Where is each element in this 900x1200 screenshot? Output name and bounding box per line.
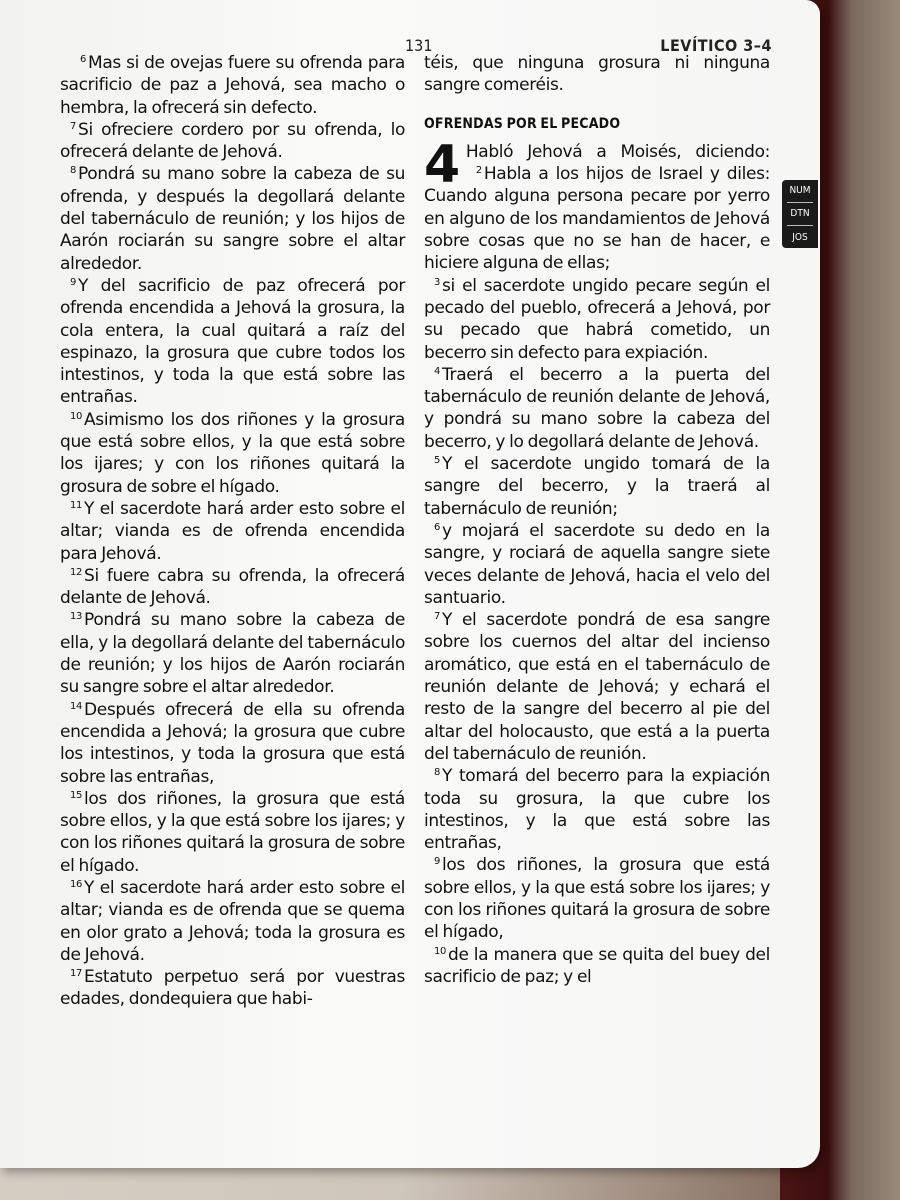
verse xyxy=(60,966,405,1011)
verse-continuation: téis, que ninguna grosura ni ninguna sangre comeréis. xyxy=(424,53,770,96)
right-column xyxy=(424,52,770,988)
verse-number: 9 xyxy=(434,856,441,868)
verse-text: Estatuto perpetuo será por vuestras edades, dondequiera que habi- xyxy=(60,967,405,1010)
verse-number: 7 xyxy=(434,611,441,623)
verse xyxy=(60,565,405,610)
verse-text: Pondrá su mano sobre la cabeza de ella, y la degollará delante del tabernáculo de reunión; y los hijos de Aarón rociarán su sangre sobre el altar alrededor. xyxy=(60,610,405,698)
verse-text: si el sacerdote ungido pecare según el pecado del pueblo, ofrecerá a Jehová, por su pecado que habrá cometido, un becerro sin defecto para expiación. xyxy=(424,275,770,363)
thumb-tab-divider xyxy=(787,202,813,203)
verse xyxy=(60,409,405,498)
chapter-number: 4 xyxy=(424,134,460,195)
verse xyxy=(60,52,405,119)
verse xyxy=(424,765,770,854)
running-head: LEVÍTICO 3–4 xyxy=(660,36,772,55)
verse-number: 17 xyxy=(70,968,83,980)
verse-number: 4 xyxy=(434,365,441,377)
verse-number: 7 xyxy=(70,120,77,132)
verse-text: y mojará el sacerdote su dedo en la sangre, y rociará de aquella sangre siete veces delante de Jehová, hacia el velo del santuario. xyxy=(424,520,770,608)
left-column xyxy=(60,52,405,1011)
verse-number: 12 xyxy=(70,566,83,578)
verse xyxy=(60,119,405,164)
verse xyxy=(60,609,405,698)
verse-number: 13 xyxy=(70,611,83,623)
verse-text: Mas si de ovejas fuere su ofrenda para sacrificio de paz a Jehová, sea macho o hembra, la ofrecerá sin defecto. xyxy=(60,53,405,118)
verse-text: Habla a los hijos de Israel y diles: Cuando alguna persona pecare por yerro en alguno de los mandamientos de Jehová sobre cosas que no se han de hacer, e hiciere alguna de ellas; xyxy=(424,164,770,274)
verse xyxy=(60,163,405,274)
verse-text: Asimismo los dos riñones y la grosura que está sobre ellos, y la que está sobre los ijares; y con los riñones quitará la grosura de sobre el hígado. xyxy=(60,409,405,497)
verse-text: Si fuere cabra su ofrenda, la ofrecerá delante de Jehová. xyxy=(60,565,405,609)
verse xyxy=(60,275,405,409)
verse-number: 3 xyxy=(434,276,441,288)
verse-text: Y tomará del becerro para la expiación toda su grosura, la que cubre los intestinos, y la que está sobre las entrañas, xyxy=(424,766,770,854)
verse-number: 16 xyxy=(70,878,83,890)
verse-text: Y el sacerdote hará arder esto sobre el altar; vianda es de ofrenda que se quema en olor grato a Jehová; toda la grosura es de Jehová. xyxy=(60,877,405,965)
thumb-tab-label: DTN xyxy=(790,208,810,220)
verse xyxy=(424,944,770,989)
verse-number: 6 xyxy=(434,521,441,533)
chapter-opening xyxy=(424,134,770,275)
verse-text: los dos riñones, la grosura que está sobre ellos, y la que está sobre los ijares; y con los riñones quitará la grosura de sobre el hígado. xyxy=(60,788,405,876)
verse xyxy=(60,699,405,788)
verse xyxy=(424,275,770,364)
verse-text: Y el sacerdote ungido tomará de la sangre del becerro, y la traerá al tabernáculo de reunión; xyxy=(424,454,770,519)
verse-text: Y el sacerdote hará arder esto sobre el altar; vianda es de ofrenda encendida para Jehová. xyxy=(60,498,405,564)
verse-number: 10 xyxy=(70,410,83,422)
verse xyxy=(424,854,770,943)
thumb-tab-divider xyxy=(787,225,813,226)
verse-number: 14 xyxy=(70,700,83,712)
verse-text: Pondrá su mano sobre la cabeza de su ofrenda, y después la degollará delante del tabernáculo de reunión; y los hijos de Aarón rociarán su sangre sobre el altar alrededor. xyxy=(60,164,405,274)
verse-number: 5 xyxy=(434,455,441,467)
verse xyxy=(60,877,405,966)
verse xyxy=(424,520,770,609)
verse xyxy=(424,364,770,453)
verse-number: 8 xyxy=(434,767,441,779)
verse-text: Habló Jehová a Moisés, diciendo: xyxy=(465,141,770,162)
verse-number: 8 xyxy=(70,165,77,177)
verse xyxy=(424,453,770,520)
verse xyxy=(424,609,770,765)
verse-number: 15 xyxy=(70,789,83,801)
page-number: 131 xyxy=(405,36,433,55)
section-heading: OFRENDAS POR EL PECADO xyxy=(424,115,621,132)
verse-text: los dos riñones, la grosura que está sobre ellos, y la que está sobre los ijares; y con los riñones quitará la grosura de sobre el hígado, xyxy=(424,855,770,943)
thumb-tab-label: NUM xyxy=(789,184,811,196)
verse-text: de la manera que se quita del buey del sacrificio de paz; y el xyxy=(424,944,770,987)
verse xyxy=(60,498,405,565)
verse-text: Después ofrecerá de ella su ofrenda encendida a Jehová; la grosura que cubre los intestinos, y toda la grosura que está sobre las entrañas, xyxy=(60,699,405,787)
verse-text: Y el sacerdote pondrá de esa sangre sobre los cuernos del altar del incienso aromático, que está en el tabernáculo de reunión delante de Jehová; y echará el resto de la sangre del becerro al pie del altar del holocausto, que está a la puerta del tabernáculo de reunión. xyxy=(424,610,770,764)
verse-number: 11 xyxy=(70,499,83,511)
verse xyxy=(60,788,405,877)
thumb-tab-label: JOS xyxy=(792,232,808,244)
verse-text: Si ofreciere cordero por su ofrenda, lo ofrecerá delante de Jehová. xyxy=(60,119,405,163)
verse-number: 10 xyxy=(434,945,447,957)
verse-text: Traerá el becerro a la puerta del tabernáculo de reunión delante de Jehová, y pondrá su mano sobre la cabeza del becerro, y lo degollará delante de Jehová. xyxy=(424,364,770,452)
book-thumb-index xyxy=(782,180,818,248)
verse-text: Y del sacrificio de paz ofrecerá por ofrenda encendida a Jehová la grosura, la cola entera, la cual quitará a raíz del espinazo, la grosura que cubre todos los intestinos, y toda la que está sobre las entrañas. xyxy=(60,275,405,408)
verse-number: 9 xyxy=(70,276,77,288)
verse-number: 2 xyxy=(475,165,482,177)
verse-number: 6 xyxy=(80,54,87,65)
